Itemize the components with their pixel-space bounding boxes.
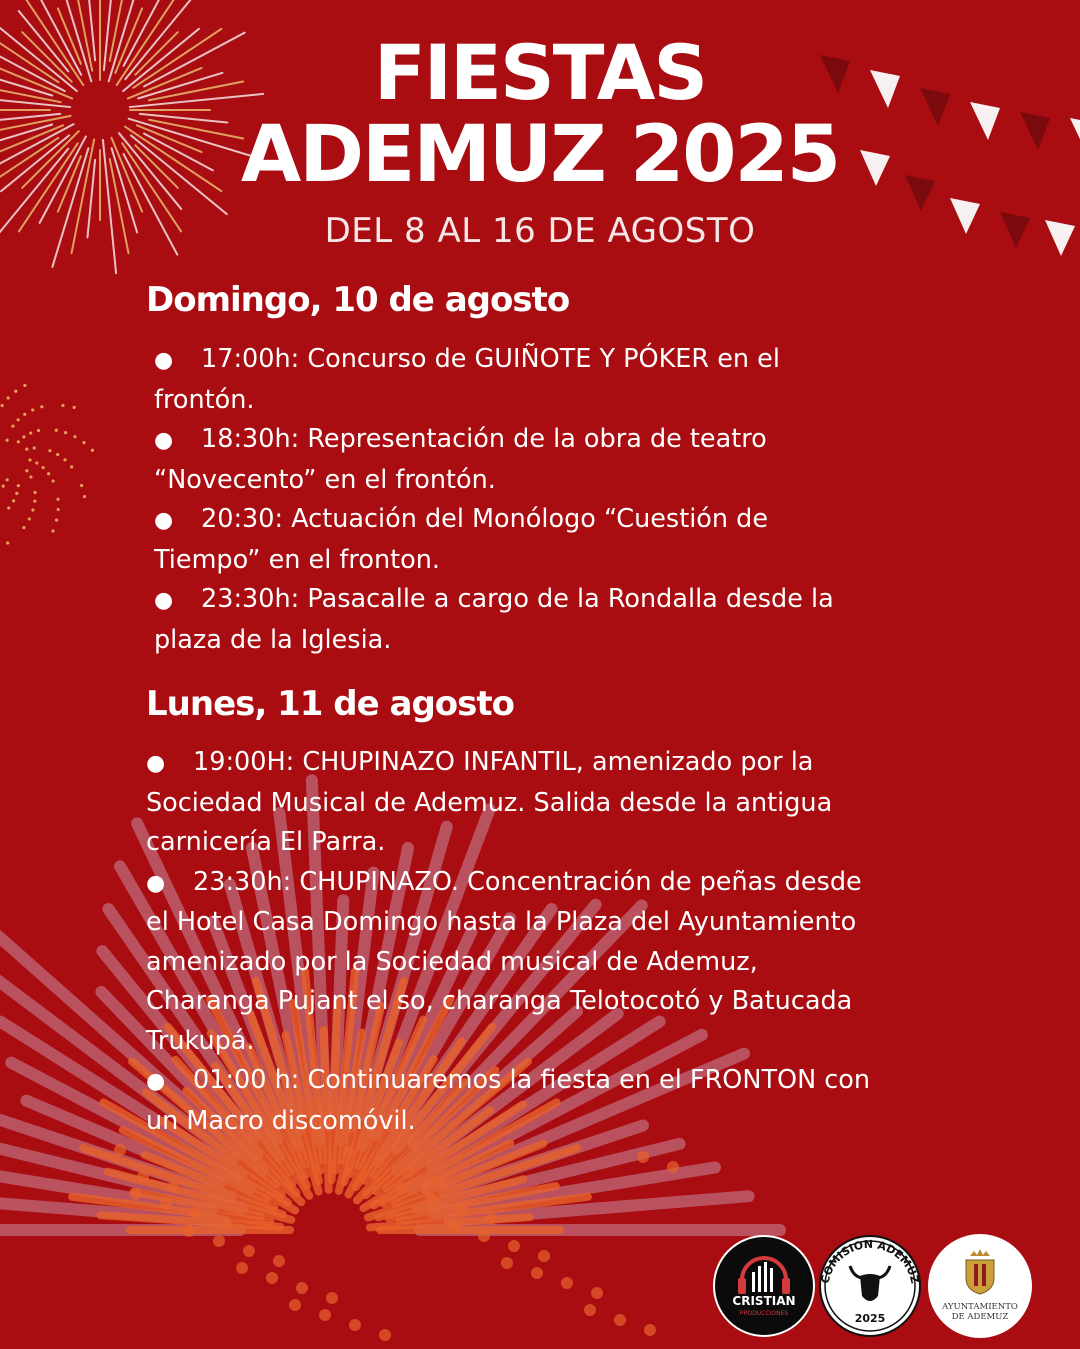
logo-cristian xyxy=(714,1236,814,1336)
bullet-icon: ● xyxy=(146,751,166,776)
bullet-icon: ● xyxy=(154,508,174,533)
bullet-icon: ● xyxy=(154,588,174,613)
ayuntamiento-line-2: DE ADEMUZ xyxy=(951,1312,1009,1322)
logo-comision xyxy=(818,1236,921,1336)
title-line-1: FIESTAS xyxy=(373,28,707,117)
title-line-2: ADEMUZ 2025 xyxy=(240,110,840,200)
logo-ayuntamiento xyxy=(928,1234,1032,1338)
comision-logo-year: 2025 xyxy=(854,1312,886,1325)
bullet-icon: ● xyxy=(146,1069,166,1094)
event-item: ● 23:30h: Pasacalle a cargo de la Rondalla desde la plaza de la Iglesia. xyxy=(154,580,914,660)
event-item: ● 20:30: Actuación del Monólogo “Cuestión de Tiempo” en el fronton. xyxy=(154,500,914,580)
day-heading-sunday: Domingo, 10 de agosto xyxy=(146,280,570,320)
event-item: ● 17:00h: Concurso de GUIÑOTE Y PÓKER en el frontón. xyxy=(154,340,914,420)
bullet-icon: ● xyxy=(154,428,174,453)
bullet-icon: ● xyxy=(154,348,174,373)
event-item: ● 23:30h: CHUPINAZO. Concentración de peñas desde el Hotel Casa Domingo hasta la Plaza del Ayuntamiento amenizado por la Sociedad musical de Ademuz, Charanga Pujant el so, charanga Telotocotó y Batucada Trukupá. xyxy=(146,863,956,1062)
coat-of-arms-icon xyxy=(966,1249,994,1294)
comision-logo-text: COMISION ADEMUZ xyxy=(818,1237,922,1285)
event-dates: DEL 8 AL 16 DE AGOSTO xyxy=(324,211,756,251)
event-item: ● 18:30h: Representación de la obra de teatro “Novecento” en el frontón. xyxy=(154,420,914,500)
event-item: ● 01:00 h: Continuaremos la fiesta en el FRONTON con un Macro discomóvil. xyxy=(146,1061,956,1141)
cristian-logo-name: CRISTIAN xyxy=(732,1294,796,1308)
day-heading-monday: Lunes, 11 de agosto xyxy=(146,684,514,724)
bullet-icon: ● xyxy=(146,870,166,896)
event-item: ● 19:00H: CHUPINAZO INFANTIL, amenizado por la Sociedad Musical de Ademuz. Salida desde la antigua carnicería El Parra. xyxy=(146,743,956,863)
ayuntamiento-line-1: AYUNTAMIENTO xyxy=(942,1302,1018,1312)
cristian-logo-sub: PRODUCCIONES xyxy=(739,1310,789,1317)
